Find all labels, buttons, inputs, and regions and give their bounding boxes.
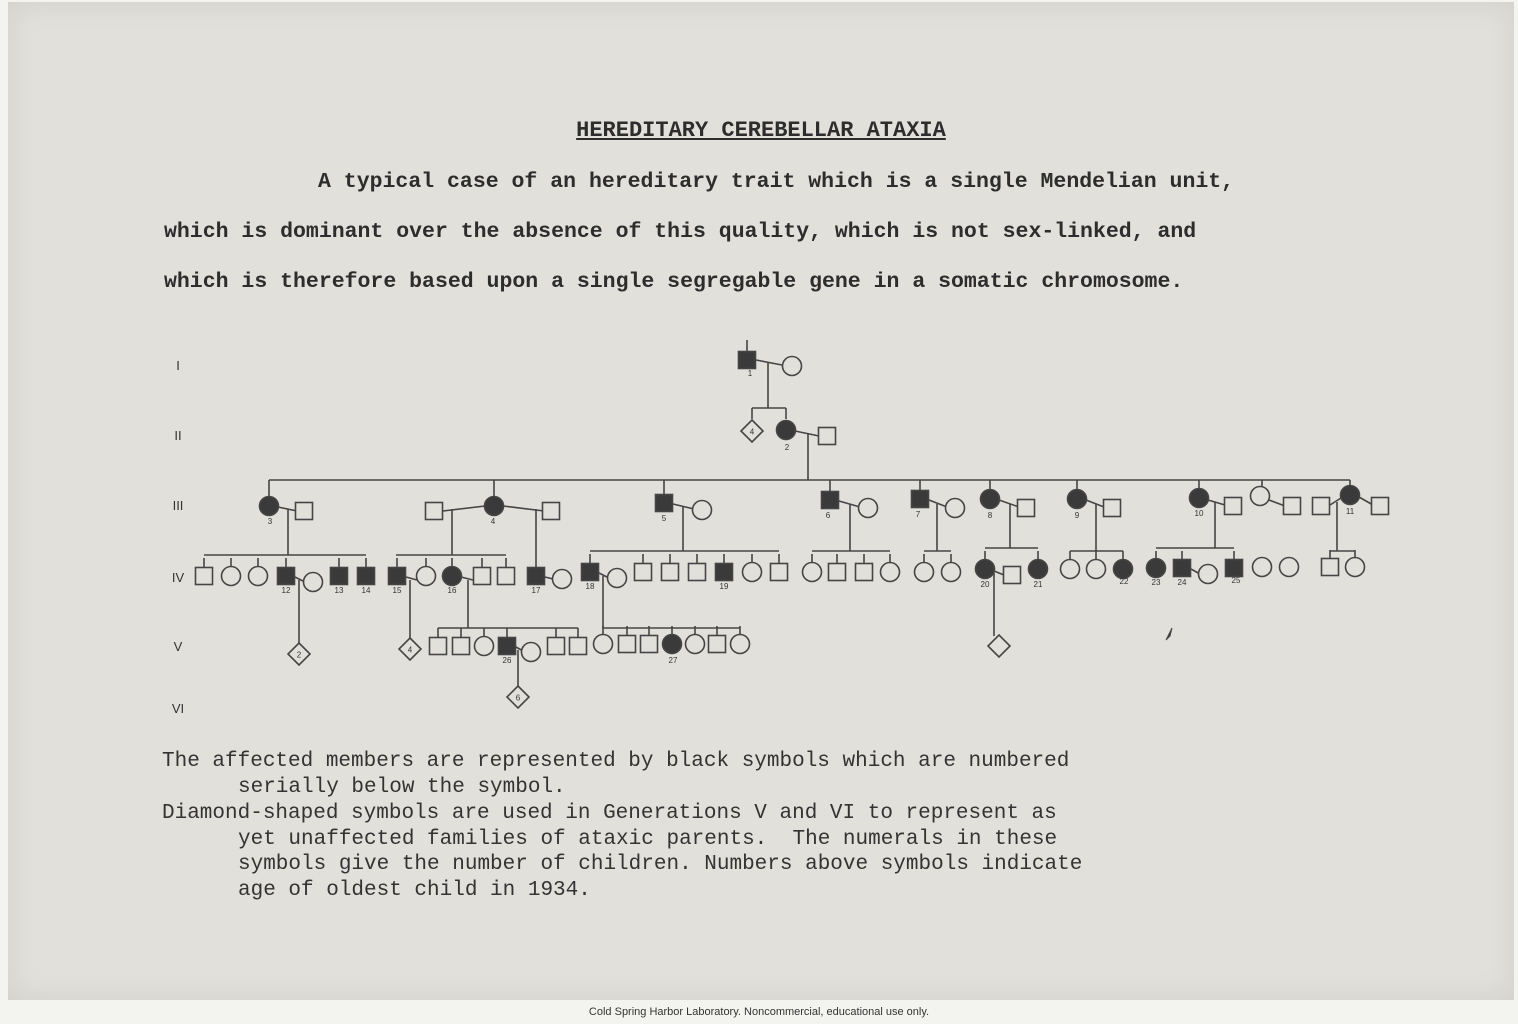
unaffected-female-symbol-54 — [803, 563, 822, 582]
unaffected-male-symbol-65 — [1004, 567, 1021, 584]
affected-number-label: 15 — [392, 586, 402, 595]
unaffected-male-symbol-82 — [1284, 498, 1301, 515]
diamond-count-label: 6 — [515, 693, 521, 703]
unaffected-male-symbol-39 — [662, 564, 679, 581]
affected-number-label: 16 — [447, 586, 457, 595]
unaffected-female-symbol-53 — [859, 499, 878, 518]
pedigree-line — [756, 360, 782, 365]
pedigree-line — [1208, 500, 1225, 505]
unaffected-male-symbol-74 — [1225, 498, 1242, 515]
unaffected-male-symbol-5 — [819, 428, 836, 445]
unaffected-female-symbol-87 — [1346, 558, 1365, 577]
affected-number-label: 7 — [915, 510, 921, 519]
affected-number-label: 2 — [784, 443, 790, 452]
unaffected-male-symbol-26 — [453, 638, 470, 655]
unaffected-male-symbol-29 — [548, 638, 565, 655]
affected-male-symbol-58 — [912, 491, 929, 508]
pedigree-line — [503, 506, 544, 511]
unaffected-female-symbol-61 — [942, 563, 961, 582]
affected-male-symbol-13 — [358, 568, 375, 585]
unaffected-female-symbol-27 — [475, 637, 494, 656]
generation-label: VI — [171, 701, 185, 716]
unaffected-female-symbol-78 — [1199, 565, 1218, 584]
unaffected-female-symbol-34 — [553, 570, 572, 589]
pedigree-line — [406, 577, 417, 580]
affected-male-symbol-11 — [278, 568, 295, 585]
legend-line-2: serially below the symbol. — [238, 776, 566, 799]
unaffected-male-symbol-22 — [474, 568, 491, 585]
unaffected-male-symbol-83 — [1313, 498, 1330, 515]
unaffected-female-symbol-79 — [1253, 558, 1272, 577]
unaffected-male-symbol-69 — [1104, 500, 1121, 517]
affected-female-symbol-73 — [1190, 489, 1209, 508]
affected-female-symbol-48 — [663, 635, 682, 654]
unaffected-female-symbol-31 — [522, 643, 541, 662]
unaffected-female-symbol-81 — [1251, 487, 1270, 506]
unaffected-male-symbol-55 — [829, 564, 846, 581]
unaffected-female-symbol-71 — [1087, 560, 1106, 579]
unaffected-male-symbol-23 — [498, 568, 515, 585]
affected-female-symbol-62 — [981, 490, 1000, 509]
legend-line-4: yet unaffected families of ataxic parents. The numerals in these — [238, 828, 1058, 851]
generation-label: V — [173, 639, 183, 654]
affected-number-label: 5 — [661, 514, 667, 523]
affected-male-symbol-76 — [1174, 560, 1191, 577]
affected-number-label: 11 — [1345, 507, 1355, 516]
affected-male-symbol-52 — [822, 492, 839, 509]
affected-male-symbol-35 — [656, 495, 673, 512]
affected-female-symbol-68 — [1068, 490, 1087, 509]
affected-male-symbol-1 — [739, 352, 756, 369]
intro-line-3: which is therefore based upon a single segregable gene in a somatic chromosome. — [164, 270, 1184, 294]
unaffected-female-symbol-59 — [946, 499, 965, 518]
affected-male-symbol-28 — [499, 638, 516, 655]
diamond-count-label: 4 — [749, 427, 755, 437]
unaffected-male-symbol-85 — [1372, 498, 1389, 515]
legend-line-3: Diamond-shaped symbols are used in Generations V and VI to represent as — [162, 802, 1057, 825]
affected-female-symbol-67 — [1029, 560, 1048, 579]
pedigree-line — [999, 500, 1019, 507]
unaffected-female-symbol-10 — [249, 567, 268, 586]
intro-line-2: which is dominant over the absence of this quality, which is not sex-linked, and — [164, 220, 1197, 244]
generation-label: III — [172, 498, 184, 513]
affected-number-label: 20 — [980, 580, 990, 589]
legend-line-1: The affected members are represented by black symbols which are numbered — [162, 750, 1070, 773]
diamond-count-label: 4 — [407, 645, 413, 655]
unaffected-male-symbol-50 — [709, 636, 726, 653]
unaffected-male-symbol-86 — [1322, 559, 1339, 576]
pedigree-line — [929, 500, 947, 507]
pedigree-line — [443, 506, 485, 511]
affected-number-label: 23 — [1151, 578, 1161, 587]
affected-female-symbol-72 — [1114, 560, 1133, 579]
affected-number-label: 10 — [1194, 509, 1204, 518]
diamond-count-label: 2 — [296, 650, 302, 660]
unaffected-female-symbol-70 — [1061, 560, 1080, 579]
affected-number-label: 3 — [267, 517, 273, 526]
affected-number-label: 12 — [281, 586, 291, 595]
affected-male-symbol-19 — [389, 568, 406, 585]
unaffected-female-symbol-80 — [1280, 558, 1299, 577]
affected-number-label: 8 — [987, 511, 993, 520]
affected-female-symbol-4 — [777, 421, 796, 440]
unaffected-female-symbol-49 — [686, 635, 705, 654]
credit-line: Cold Spring Harbor Laboratory. Noncommercial, educational use only. — [588, 1006, 930, 1018]
unaffected-female-symbol-2 — [783, 357, 802, 376]
generation-label: II — [174, 428, 182, 443]
page-title: HEREDITARY CEREBELLAR ATAXIA — [576, 118, 946, 143]
affected-number-label: 13 — [334, 586, 344, 595]
affected-number-label: 9 — [1074, 511, 1080, 520]
pedigree-line — [461, 577, 473, 580]
unaffected-male-symbol-7 — [296, 503, 313, 520]
unaffected-female-symbol-57 — [881, 563, 900, 582]
affected-male-symbol-77 — [1226, 560, 1243, 577]
pedigree-line — [795, 431, 819, 436]
affected-number-label: 6 — [825, 511, 831, 520]
affected-number-label: 18 — [585, 582, 595, 591]
unaffected-female-symbol-36 — [693, 501, 712, 520]
affected-number-label: 19 — [719, 582, 729, 591]
pedigree-line — [1086, 500, 1104, 507]
unaffected-male-symbol-47 — [641, 636, 658, 653]
pedigree-line — [994, 571, 1004, 575]
legend-line-6: age of oldest child in 1934. — [238, 879, 591, 902]
affected-female-symbol-84 — [1341, 486, 1360, 505]
pedigree-line — [1330, 498, 1341, 505]
unaffected-male-symbol-25 — [430, 638, 447, 655]
affected-number-label: 27 — [668, 656, 678, 665]
affected-number-label: 21 — [1033, 580, 1043, 589]
unaffected-male-symbol-63 — [1018, 500, 1035, 517]
affected-female-symbol-17 — [485, 497, 504, 516]
affected-male-symbol-37 — [582, 564, 599, 581]
unaffected-female-symbol-14 — [304, 573, 323, 592]
unaffected-male-symbol-18 — [543, 503, 560, 520]
affected-number-label: 25 — [1231, 576, 1241, 585]
affected-male-symbol-41 — [716, 564, 733, 581]
unaffected-female-symbol-20 — [417, 567, 436, 586]
affected-number-label: 24 — [1177, 578, 1187, 587]
intro-line-1: A typical case of an hereditary trait which is a single Mendelian unit, — [318, 170, 1235, 194]
affected-number-label: 1 — [747, 369, 753, 378]
unaffected-male-symbol-56 — [856, 564, 873, 581]
affected-number-label: 26 — [502, 656, 512, 665]
stray-mark — [1166, 628, 1172, 640]
unaffected-male-symbol-40 — [689, 564, 706, 581]
affected-male-symbol-33 — [528, 568, 545, 585]
unaffected-female-symbol-45 — [594, 635, 613, 654]
unaffected-female-symbol-51 — [731, 635, 750, 654]
unaffected-male-symbol-16 — [426, 503, 443, 520]
affected-male-symbol-12 — [331, 568, 348, 585]
unaffected-male-symbol-46 — [619, 636, 636, 653]
unaffected-female-symbol-9 — [222, 567, 241, 586]
affected-female-symbol-75 — [1147, 559, 1166, 578]
affected-number-label: 22 — [1119, 577, 1129, 586]
unaffected-male-symbol-43 — [771, 564, 788, 581]
generation-label: IV — [171, 570, 185, 585]
affected-female-symbol-6 — [260, 497, 279, 516]
affected-number-label: 17 — [531, 586, 541, 595]
unaffected-male-symbol-38 — [635, 564, 652, 581]
unaffected-female-symbol-44 — [608, 569, 627, 588]
unaffected-male-symbol-8 — [196, 568, 213, 585]
pedigree-line — [1269, 500, 1285, 506]
affected-female-symbol-21 — [443, 567, 462, 586]
affected-number-label: 4 — [490, 517, 496, 526]
legend-line-5: symbols give the number of children. Numbers above symbols indicate — [238, 853, 1083, 876]
affected-female-symbol-64 — [976, 560, 995, 579]
generation-label: I — [176, 358, 180, 373]
affected-number-label: 14 — [361, 586, 371, 595]
unaffected-female-symbol-42 — [743, 563, 762, 582]
diamond-family-symbol-66 — [988, 635, 1010, 657]
unaffected-female-symbol-60 — [915, 563, 934, 582]
unaffected-male-symbol-30 — [570, 638, 587, 655]
